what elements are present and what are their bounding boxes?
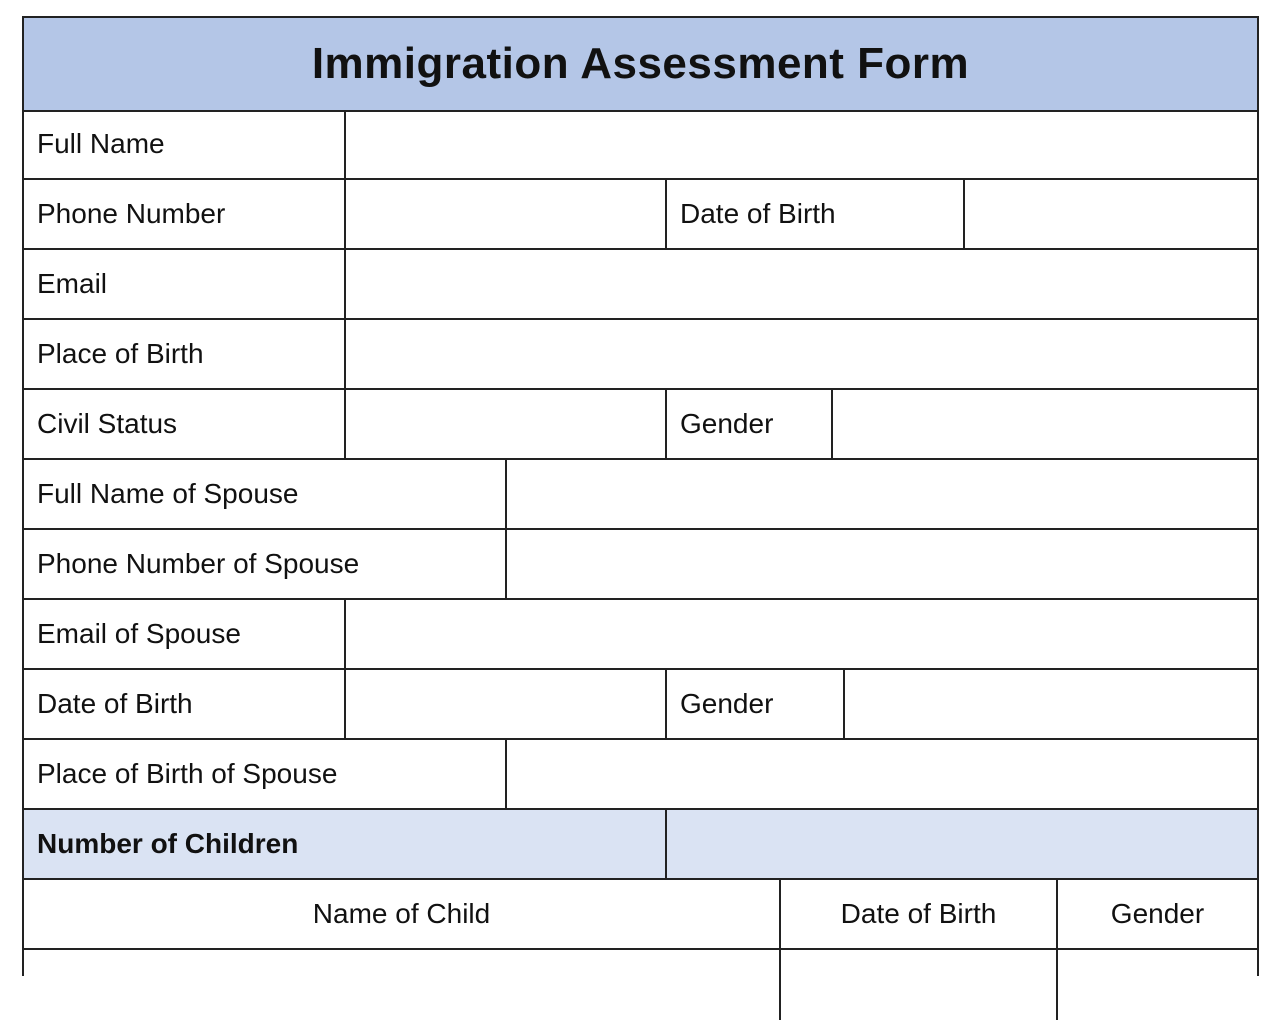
spouse-date-of-birth-field[interactable] <box>344 670 665 738</box>
child-name-field[interactable] <box>24 950 779 1020</box>
row-full-name-spouse <box>24 460 1257 530</box>
children-table-header <box>24 880 1257 950</box>
table-row <box>24 950 1257 1020</box>
child-date-of-birth-field[interactable] <box>779 950 1056 1020</box>
label-email: Email <box>37 268 108 299</box>
label-place-of-birth: Place of Birth <box>37 338 204 369</box>
label-phone-number-spouse: Phone Number of Spouse <box>37 548 360 579</box>
label-full-name: Full Name <box>37 128 165 159</box>
row-civil-status-gender <box>24 390 1257 460</box>
phone-number-spouse-field[interactable] <box>505 530 1257 598</box>
label-gender: Gender <box>665 390 831 458</box>
label-email-spouse: Email of Spouse <box>37 618 241 649</box>
label-phone-number: Phone Number <box>37 198 226 229</box>
place-of-birth-field[interactable] <box>344 320 1257 388</box>
header-date-of-birth: Date of Birth <box>779 880 1056 948</box>
label-full-name-spouse: Full Name of Spouse <box>37 478 299 509</box>
header-gender: Gender <box>1056 880 1257 948</box>
label-civil-status: Civil Status <box>37 408 178 439</box>
place-of-birth-spouse-field[interactable] <box>505 740 1257 808</box>
row-place-of-birth-spouse <box>24 740 1257 810</box>
email-spouse-field[interactable] <box>344 600 1257 668</box>
email-field[interactable] <box>344 250 1257 318</box>
form-title: Immigration Assessment Form <box>24 18 1257 112</box>
spouse-gender-field[interactable] <box>843 670 1257 738</box>
immigration-form <box>22 16 1259 976</box>
row-phone-number-spouse <box>24 530 1257 600</box>
row-spouse-dob-gender <box>24 670 1257 740</box>
label-spouse-gender: Gender <box>665 670 843 738</box>
row-place-of-birth <box>24 320 1257 390</box>
label-place-of-birth-spouse: Place of Birth of Spouse <box>37 758 338 789</box>
row-email-spouse <box>24 600 1257 670</box>
header-name-of-child: Name of Child <box>312 898 491 929</box>
date-of-birth-field[interactable] <box>963 180 1257 248</box>
gender-field[interactable] <box>831 390 1257 458</box>
row-number-of-children <box>24 810 1257 880</box>
phone-number-field[interactable] <box>344 180 665 248</box>
child-gender-field[interactable] <box>1056 950 1257 1020</box>
full-name-spouse-field[interactable] <box>505 460 1257 528</box>
label-number-of-children: Number of Children <box>37 828 299 859</box>
label-date-of-birth: Date of Birth <box>665 180 963 248</box>
civil-status-field[interactable] <box>344 390 665 458</box>
row-email <box>24 250 1257 320</box>
row-full-name <box>24 110 1257 180</box>
number-of-children-field[interactable] <box>665 810 1257 878</box>
label-spouse-date-of-birth: Date of Birth <box>37 688 193 719</box>
full-name-field[interactable] <box>344 110 1257 178</box>
row-phone-dob <box>24 180 1257 250</box>
